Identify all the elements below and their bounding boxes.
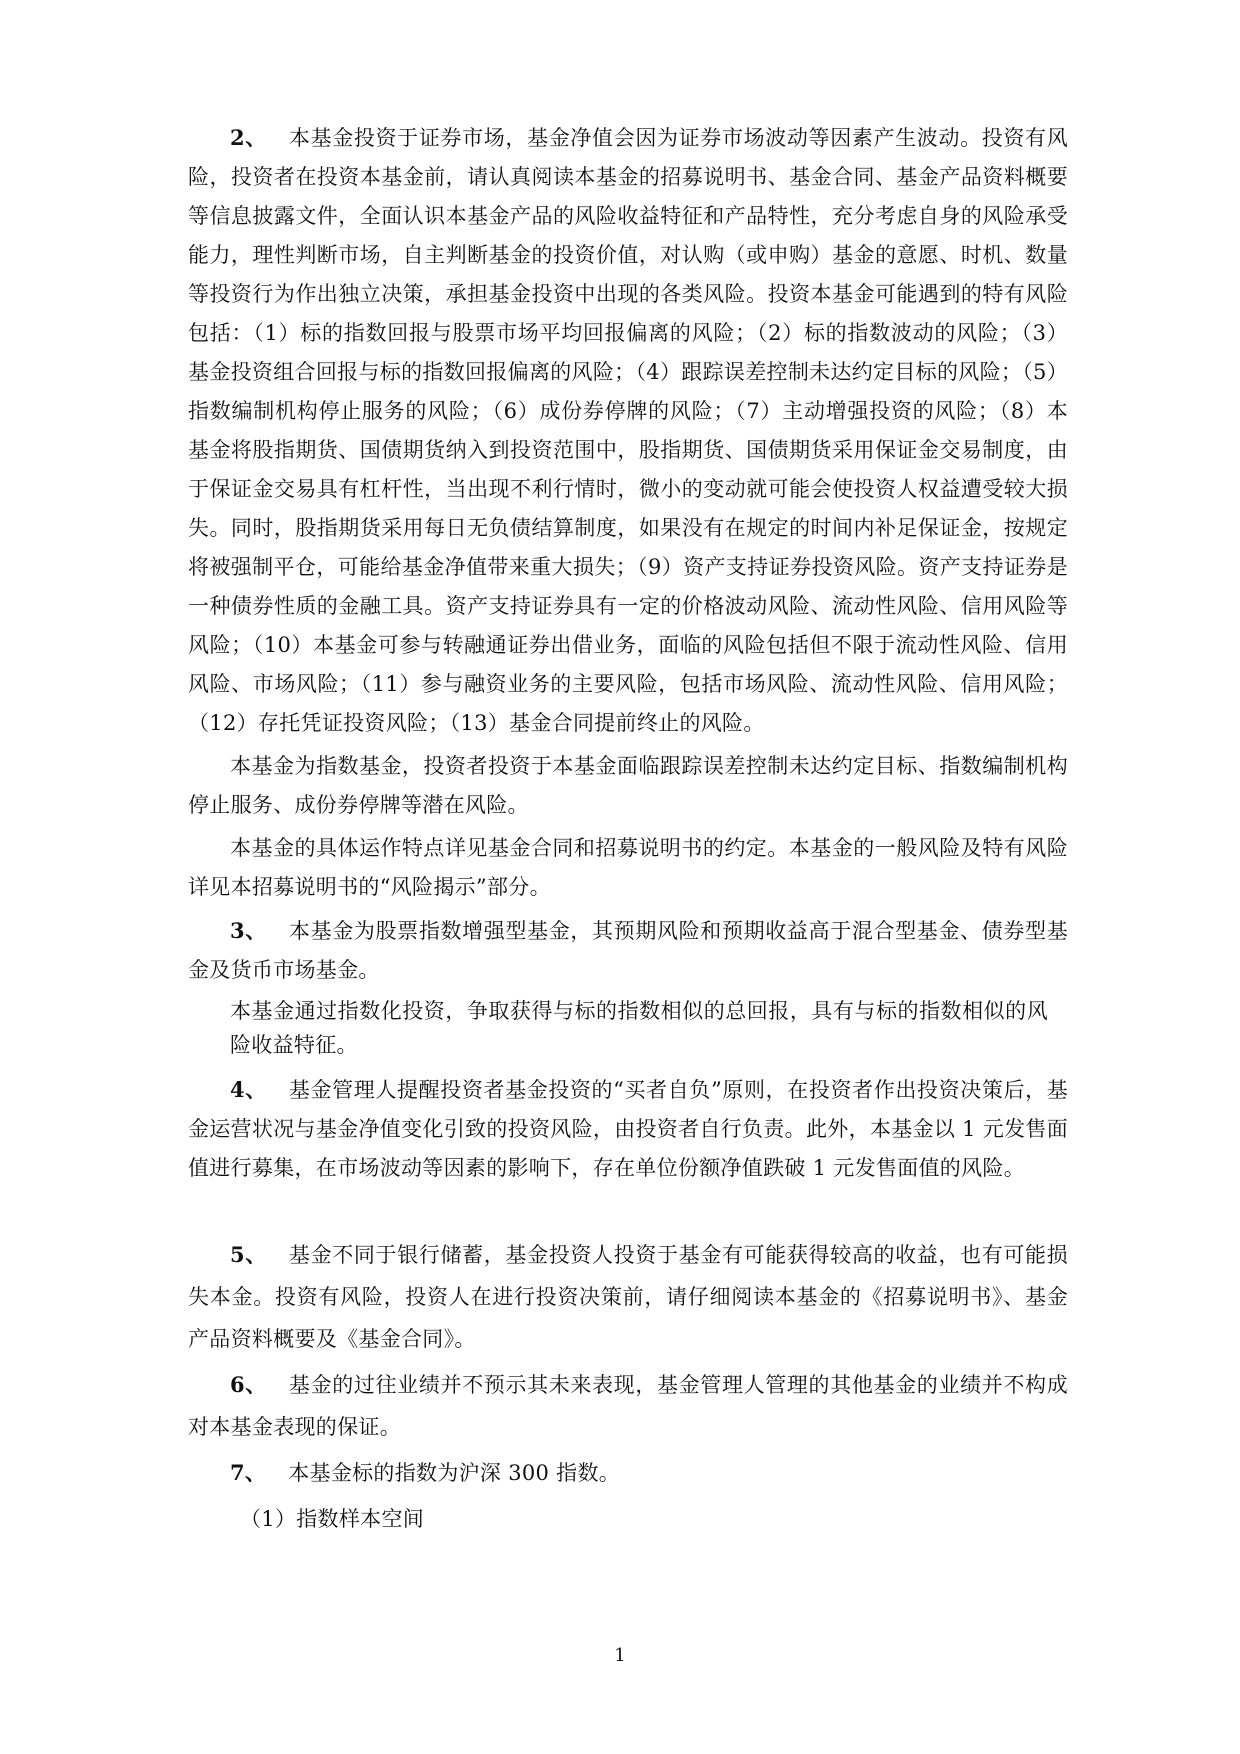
paragraph-text: 本基金投资于证券市场，基金净值会因为证券市场波动等因素产生波动。投资有风险，投资者在投资本基金前，请认真阅读本基金的招募说明书、基金合同、基金产品资料概要等信息披露文件，全面认识本基金产品的风险收益特征和产品特性，充分考虑自身的风险承受能力，理性判断市场，自主判断基金的投资价值，对认购（或申购）基金的意愿、时机、数量等投资行为作出独立决策，承担基金投资中出现的各类风险。投资本基金可能遇到的特有风险包括：（1）标的指数回报与股票市场平均回报偏离的风险；（2）标的指数波动的风险；（3）基金投资组合回报与标的指数回报偏离的风险；（4）跟踪误差控制未达约定目标的风险；（5）指数编制机构停止服务的风险；（6）成份券停牌的风险；（7）主动增强投资的风险；（8）本基金将股指期货、国债期货纳入到投资范围中，股指期货、国债期货采用保证金交易制度，由于保证金交易具有杠杆性，当出现不利行情时，微小的变动就可能会使投资人权益遭受较大损失。同时，股指期货采用每日无负债结算制度，如果没有在规定的时间内补足保证金，按规定将被强制平仓，可能给基金净值带来重大损失；（9）资产支持证券投资风险。资产支持证券是一种债券性质的金融工具。资产支持证券具有一定的价格波动风险、流动性风险、信用风险等风险；（10）本基金可参与转融通证券出借业务，面临的风险包括但不限于流动性风险、信用风险、市场风险；（11）参与融资业务的主要风险，包括市场风险、流动性风险、信用风险；（12）存托凭证投资风险；（13）基金合同提前终止的风险。 [188, 126, 1069, 735]
paragraph-2-index-fund-note: 本基金为指数基金，投资者投资于本基金面临跟踪误差控制未达约定目标、指数编制机构停止服务、成份券停牌等潜在风险。 [188, 754, 1068, 817]
paragraph-number: 5、 [230, 1242, 267, 1267]
page-number: 1 [614, 1645, 626, 1666]
paragraph-5 [188, 1234, 1068, 1360]
paragraph-number: 4、 [230, 1077, 267, 1102]
paragraph-4 [188, 1070, 1068, 1188]
paragraph-number: 2、 [230, 125, 267, 150]
paragraph-text: 本基金标的指数为沪深 300 指数。 [288, 1461, 621, 1485]
paragraph-text: 基金不同于银行储蓄，基金投资人投资于基金有可能获得较高的收益，也有可能损失本金。投资有风险，投资人在进行投资决策前，请仔细阅读本基金的《招募说明书》、基金产品资料概要及《基金合同》。 [188, 1243, 1069, 1351]
paragraph-number: 6、 [230, 1372, 267, 1397]
paragraph-3 [188, 911, 1068, 990]
paragraph-6 [188, 1364, 1068, 1448]
paragraph-3-return-note: 本基金通过指数化投资，争取获得与标的指数相似的总回报，具有与标的指数相似的风险收益特征。 [230, 999, 1048, 1057]
paragraph-2 [188, 118, 1068, 743]
paragraph-7-subheading: （1）指数样本空间 [240, 1507, 425, 1531]
paragraph-text: 基金的过往业绩并不预示其未来表现，基金管理人管理的其他基金的业绩并不构成对本基金表现的保证。 [188, 1373, 1069, 1439]
blank-line [188, 1192, 1068, 1234]
paragraph-2-operation-note: 本基金的具体运作特点详见基金合同和招募说明书的约定。本基金的一般风险及特有风险详见本招募说明书的“风险揭示”部分。 [188, 836, 1068, 899]
paragraph-number: 3、 [230, 918, 267, 943]
document-body [188, 118, 1068, 1544]
paragraph-7 [188, 1452, 1068, 1494]
paragraph-text: 本基金为股票指数增强型基金，其预期风险和预期收益高于混合型基金、债券型基金及货币市场基金。 [188, 919, 1069, 982]
paragraph-text: 基金管理人提醒投资者基金投资的“买者自负”原则，在投资者作出投资决策后，基金运营状况与基金净值变化引致的投资风险，由投资者自行负责。此外，本基金以 1 元发售面值进行募集，在市场波动等因素的影响下，存在单位份额净值跌破 1 元发售面值的风险。 [188, 1078, 1068, 1180]
paragraph-number: 7、 [230, 1460, 267, 1485]
